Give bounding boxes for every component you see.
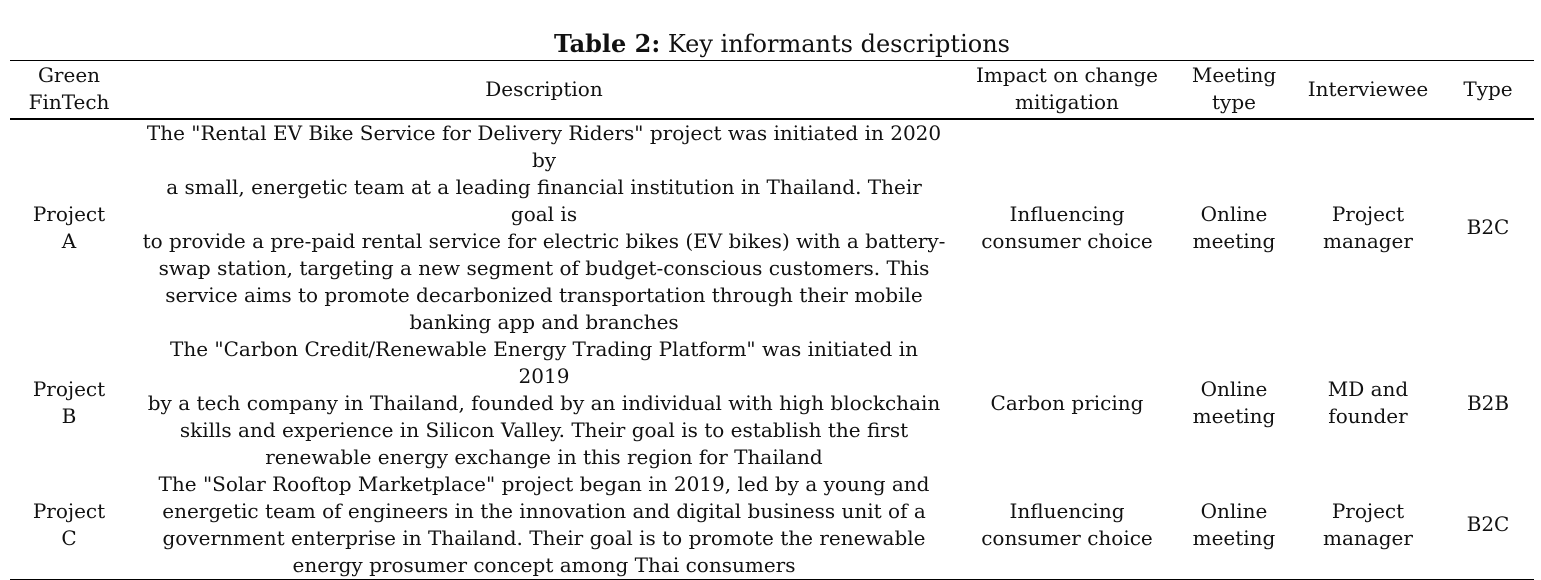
cell-project — [10, 119, 128, 336]
meeting-line: Online — [1200, 377, 1268, 401]
header-green-fintech — [10, 61, 128, 119]
meeting-line: meeting — [1192, 525, 1276, 550]
cell-project — [10, 336, 128, 471]
description-line: The "Solar Rooftop Marketplace" project began in 2019, led by a young and — [158, 471, 930, 496]
description-line: The "Rental EV Bike Service for Delivery Riders" project was initiated in 2020 by — [146, 120, 942, 172]
project-line: C — [61, 525, 77, 550]
project-line: Project — [32, 498, 106, 523]
table-caption — [30, 28, 1534, 60]
description-line: swap station, targeting a new segment of budget-conscious customers. This — [158, 255, 930, 280]
impact-line: consumer choice — [981, 525, 1153, 550]
meeting-line: meeting — [1192, 404, 1276, 428]
cell-type: B2B — [1466, 390, 1510, 415]
cell-meeting-type — [1174, 119, 1294, 336]
cell-impact — [960, 336, 1174, 471]
table-body — [10, 119, 1534, 580]
header-description: Description — [128, 61, 960, 119]
header-type: Type — [1442, 61, 1534, 119]
interviewee-line: MD and — [1327, 377, 1409, 401]
header-row — [10, 61, 1534, 119]
cell-interviewee — [1294, 336, 1442, 471]
cell-meeting-type — [1174, 336, 1294, 471]
description-line: service aims to promote decarbonized transportation through their mobile — [165, 282, 923, 307]
document-page — [10, 28, 1534, 580]
impact-line: consumer choice — [981, 228, 1153, 253]
cell-impact — [960, 119, 1174, 336]
description-line: to provide a pre-paid rental service for electric bikes (EV bikes) with a battery- — [142, 228, 946, 253]
cell-impact — [960, 471, 1174, 580]
description-line: energy prosumer concept among Thai consumers — [292, 552, 796, 577]
impact-line: Carbon pricing — [990, 390, 1144, 415]
description-line: banking app and branches — [409, 309, 679, 334]
key-informants-table — [10, 60, 1534, 580]
interviewee-line: founder — [1328, 404, 1408, 428]
header-green-fintech-line: Green — [37, 63, 101, 88]
cell-type: B2C — [1442, 471, 1534, 580]
cell-interviewee — [1294, 119, 1442, 336]
meeting-line: Online — [1200, 498, 1268, 523]
description-line: energetic team of engineers in the innovation and digital business unit of a — [162, 498, 926, 523]
cell-description — [128, 471, 960, 580]
description-line: skills and experience in Silicon Valley. Their goal is to establish the first — [179, 417, 909, 442]
description-line: a small, energetic team at a leading financial institution in Thailand. Their goal is — [166, 174, 922, 226]
header-impact-line: mitigation — [1015, 90, 1119, 115]
table-row — [10, 336, 1534, 471]
impact-line: Influencing — [1009, 498, 1125, 523]
header-meeting-type — [1174, 61, 1294, 119]
interviewee-line: manager — [1323, 525, 1413, 550]
impact-line: Influencing — [1009, 201, 1125, 226]
project-line: B — [61, 404, 77, 428]
meeting-line: meeting — [1192, 228, 1276, 253]
header-green-fintech-line: FinTech — [28, 90, 110, 115]
description-line: renewable energy exchange in this region for Thailand — [265, 444, 823, 469]
project-line: Project — [32, 377, 106, 401]
project-line: Project — [32, 201, 106, 226]
interviewee-line: Project — [1331, 498, 1405, 523]
description-line: by a tech company in Thailand, founded by an individual with high blockchain — [147, 390, 941, 415]
description-line: The "Carbon Credit/Renewable Energy Trading Platform" was initiated in 2019 — [170, 336, 918, 388]
cell-type: B2C — [1466, 215, 1510, 239]
interviewee-line: Project — [1331, 201, 1405, 226]
caption-label: Table 2: — [554, 29, 661, 58]
description-line: government enterprise in Thailand. Their goal is to promote the renewable — [162, 525, 926, 550]
table-row — [10, 119, 1534, 336]
cell-meeting-type — [1174, 471, 1294, 580]
header-impact-line: Impact on change — [976, 63, 1158, 88]
cell-description — [128, 336, 960, 471]
cell-interviewee — [1294, 471, 1442, 580]
cell-project — [10, 471, 128, 580]
header-interviewee: Interviewee — [1294, 61, 1442, 119]
meeting-line: Online — [1200, 201, 1268, 226]
caption-title: Key informants descriptions — [667, 30, 1010, 58]
table-row — [10, 471, 1534, 580]
interviewee-line: manager — [1323, 228, 1413, 253]
project-line: A — [61, 228, 77, 253]
cell-description — [128, 119, 960, 336]
header-meeting-line: Meeting — [1191, 63, 1277, 88]
header-impact — [960, 61, 1174, 119]
header-meeting-line: type — [1212, 90, 1256, 115]
